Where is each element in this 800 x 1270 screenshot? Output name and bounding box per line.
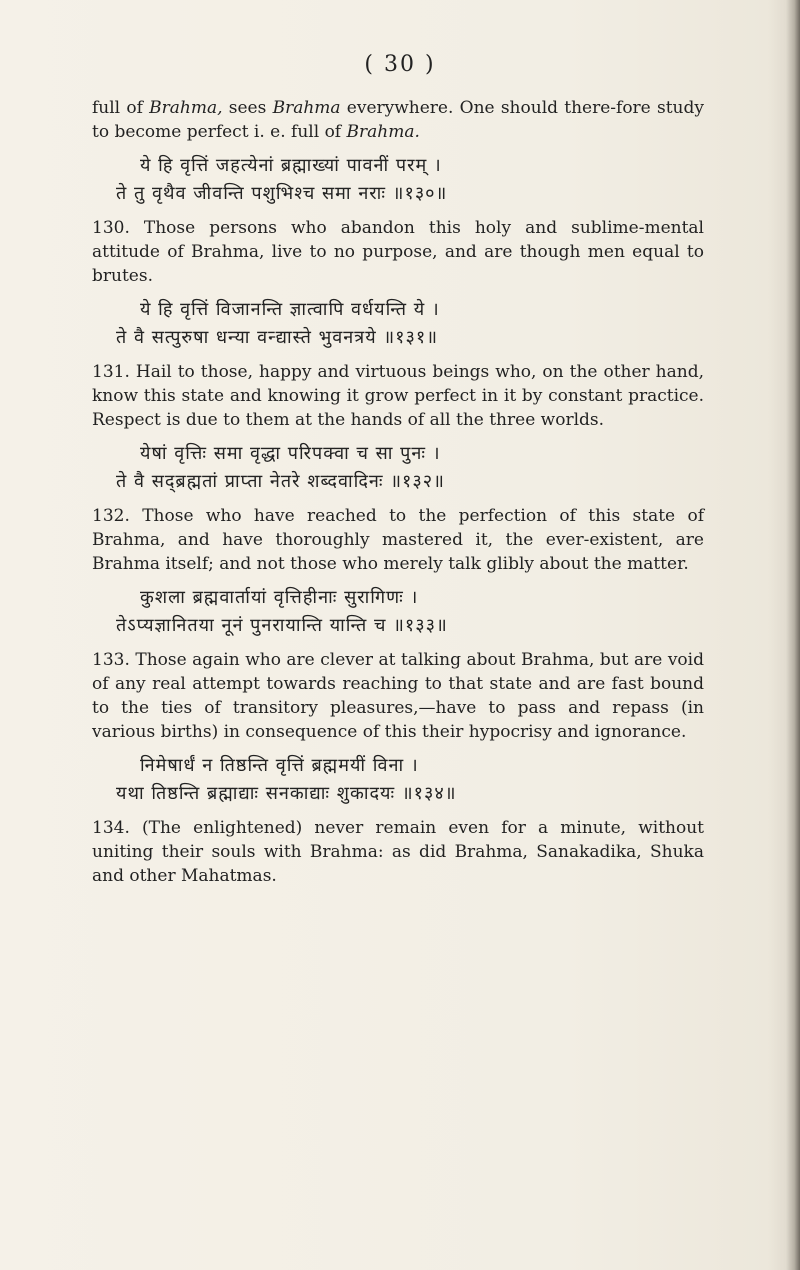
- verse-line: ये हि वृत्तिं जहत्येनां ब्रह्माख्यां पावनीं परम् ।: [140, 155, 442, 176]
- verse-line: यथा तिष्ठन्ति ब्रह्माद्याः सनकाद्याः शुकादयः ॥१३४॥: [116, 783, 457, 804]
- verse-line: ये हि वृत्तिं विजानन्ति ज्ञात्वापि वर्धयन्ति ये ।: [140, 299, 440, 320]
- verse-line: येषां वृत्तिः समा वृद्धा परिपक्वा च सा पुनः ।: [140, 443, 441, 464]
- intro-brahma-1: Brahma,: [149, 98, 223, 118]
- verse-line: तेऽप्यज्ञानितया नूनं पुनरायान्ति यान्ति च ॥१३३॥: [116, 615, 448, 636]
- translation-132: [92, 504, 704, 576]
- page-content: [92, 96, 704, 894]
- verse-line: निमेषार्धं न तिष्ठन्ति वृत्तिं ब्रह्ममयीं विना ।: [140, 755, 419, 776]
- intro-brahma-2: Brahma: [272, 98, 341, 118]
- verse-line: ते वै सद्ब्रह्मतां प्राप्ता नेतरे शब्दवादिनः ॥१३२॥: [116, 471, 445, 492]
- intro-paragraph: [92, 96, 704, 144]
- translation-text: Hail to those, happy and virtuous beings who, on the other hand, know this state and knowing it grow perfect in it by constant practice. Respect is due to them at the hands of all the three worlds.: [92, 362, 704, 430]
- verse-number: 130.: [92, 218, 130, 238]
- verse-number: 132.: [92, 506, 130, 526]
- sanskrit-verse-130: [92, 152, 704, 208]
- verse-line: कुशला ब्रह्मवार्तायां वृत्तिहीनाः सुरागिणः ।: [140, 587, 419, 608]
- intro-text-3: everywhere. One should there-fore study to become perfect i. e. full of: [92, 98, 704, 142]
- sanskrit-verse-131: [92, 296, 704, 352]
- translation-134: [92, 816, 704, 888]
- verse-line: ते वै सत्पुरुषा धन्या वन्द्यास्ते भुवनत्रये ॥१३१॥: [116, 327, 439, 348]
- intro-text-2: sees: [222, 98, 273, 118]
- translation-text: (The enlightened) never remain even for a minute, without uniting their souls with Brahma: as did Brahma, Sanakadika, Shuka and other Mahatmas.: [92, 818, 704, 886]
- verse-number: 133.: [92, 650, 130, 670]
- translation-text: Those persons who abandon this holy and sublime-mental attitude of Brahma, live to no purpose, and are though men equal to brutes.: [92, 218, 704, 286]
- translation-text: Those who have reached to the perfection of this state of Brahma, and have thoroughly mastered it, the ever-existent, are Brahma itself; and not those who merely talk glibly about the matter.: [92, 506, 704, 574]
- translation-text: Those again who are clever at talking about Brahma, but are void of any real attempt towards reaching to that state and are fast bound to the ties of transitory pleasures,—have to pass and repass (in various births) in consequence of this their hypocrisy and ignorance.: [92, 650, 704, 742]
- translation-131: [92, 360, 704, 432]
- verse-number: 131.: [92, 362, 130, 382]
- page-edge-shadow: [786, 0, 800, 1270]
- intro-brahma-3: Brahma.: [346, 122, 420, 142]
- sanskrit-verse-132: [92, 440, 704, 496]
- sanskrit-verse-133: [92, 584, 704, 640]
- translation-133: [92, 648, 704, 744]
- translation-130: [92, 216, 704, 288]
- sanskrit-verse-134: [92, 752, 704, 808]
- page-number: ( 30 ): [364, 52, 436, 77]
- intro-text-1: full of: [92, 98, 150, 118]
- verse-line: ते तु वृथैव जीवन्ति पशुभिश्च समा नराः ॥१३०॥: [116, 183, 448, 204]
- verse-number: 134.: [92, 818, 130, 838]
